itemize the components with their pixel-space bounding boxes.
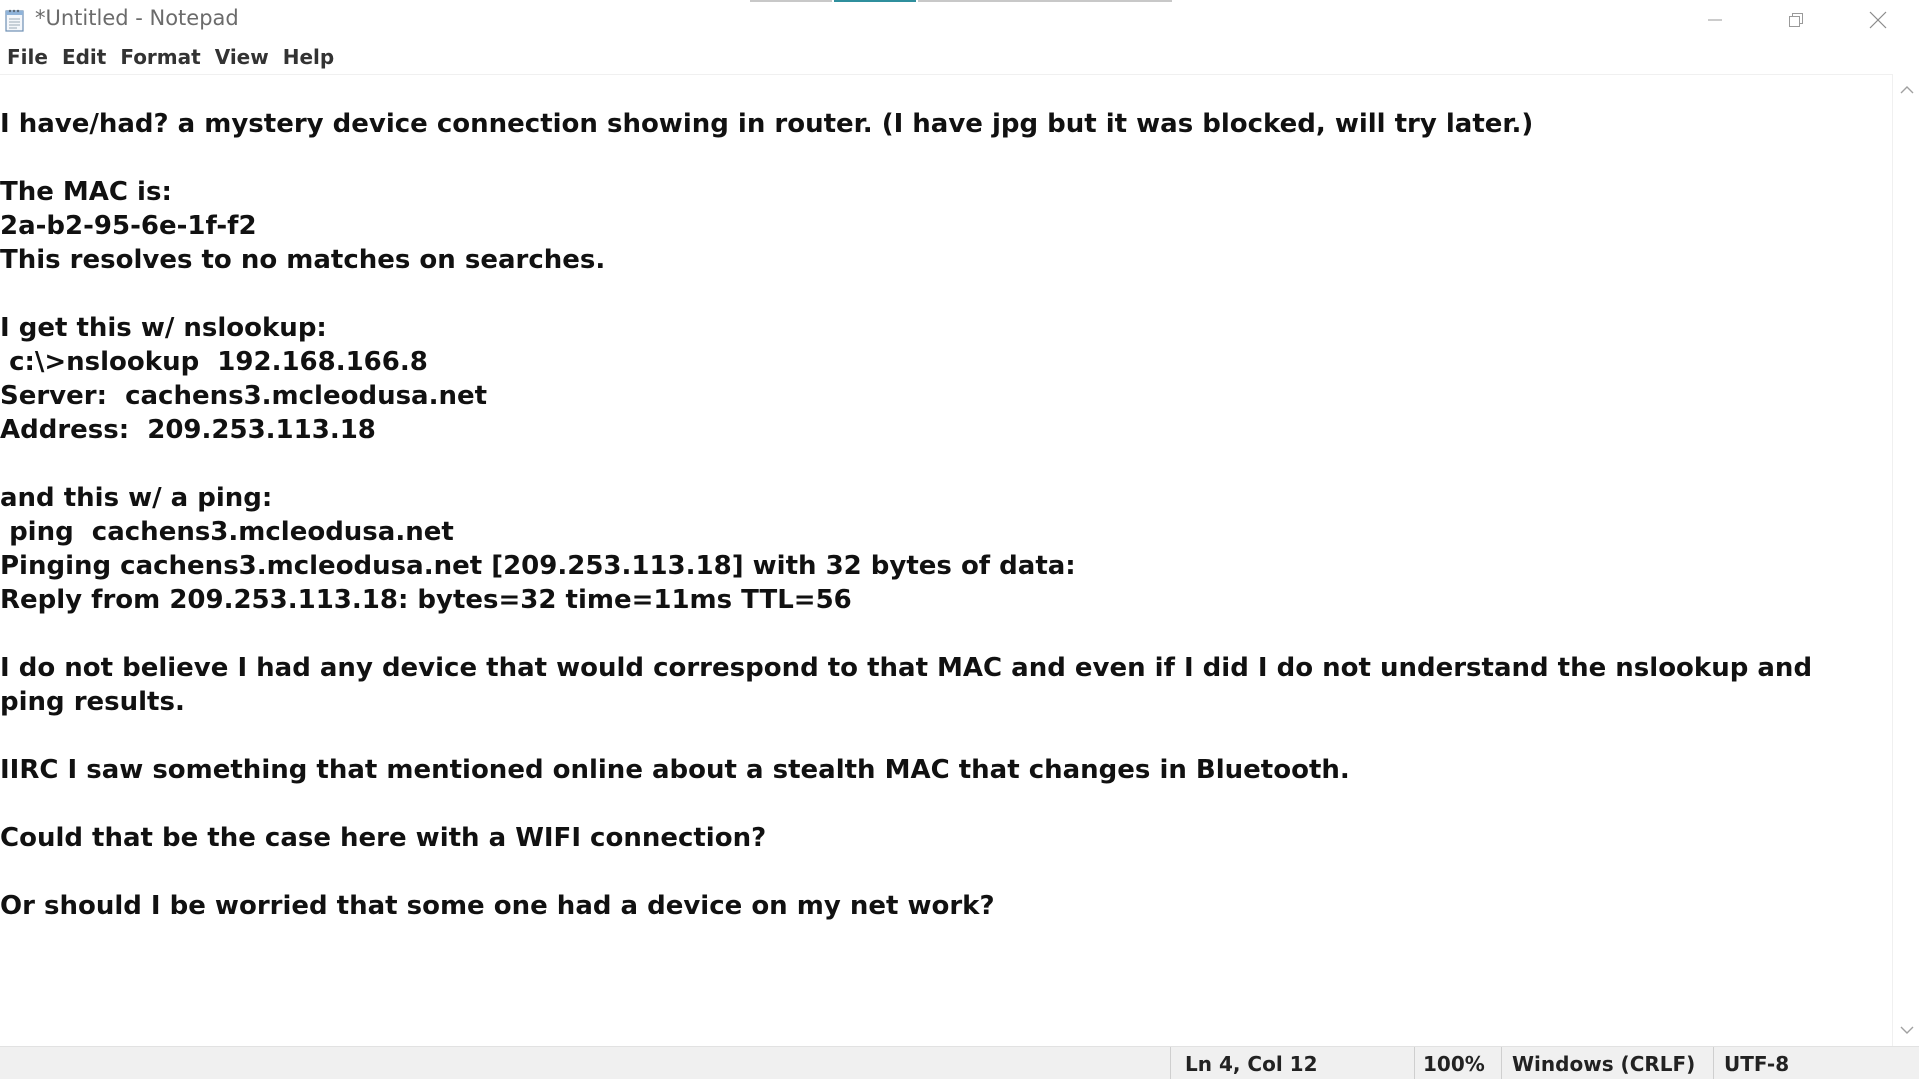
text-editor-area[interactable] <box>0 74 1892 1047</box>
status-line-ending: Windows (CRLF) <box>1501 1047 1713 1079</box>
menu-format[interactable]: Format <box>120 45 201 69</box>
minimize-icon <box>1707 12 1723 28</box>
chevron-down-icon[interactable] <box>1899 1022 1915 1038</box>
status-zoom-level: 100% <box>1414 1047 1501 1079</box>
chevron-up-icon[interactable] <box>1899 82 1915 98</box>
status-bar <box>0 1046 1919 1079</box>
editor-text[interactable]: I have/had? a mystery device connection showing in router. (I have jpg but it was blocked, will try later.) The MAC is: 2a-b2-95-6e-1f-f2 This resolves to no matches on searches. I get this w/ nslookup: c:\>nslookup 192.168.166.8 Server: cachens3.mcleodusa.net Address: 209.253.113.18 and this w/ a ping: ping cachens3.mcleodusa.net Pinging cachens3.mcleodusa.net [209.253.113.18] with 32 bytes of data: Reply from 209.253.113.18: bytes=32 time=11ms TTL=56 I do not believe I had any device that would correspond to that MAC and even if I did I do not understand the nslookup and ping results. IIRC I saw something that mentioned online about a stealth MAC that changes in Bluetooth. Could that be the case here with a WIFI connection? Or should I be worried that some one had a device on my net work? <box>0 109 1813 921</box>
taskbar-hint-right <box>918 0 1172 2</box>
menu-file[interactable]: File <box>7 45 48 69</box>
restore-button[interactable] <box>1756 0 1836 40</box>
close-icon <box>1869 11 1887 29</box>
menu-edit[interactable]: Edit <box>61 45 107 69</box>
menu-help[interactable]: Help <box>282 45 335 69</box>
taskbar-hint-active <box>834 0 916 2</box>
menu-view[interactable]: View <box>214 45 269 69</box>
restore-icon <box>1788 12 1804 28</box>
taskbar-hint-left <box>750 0 832 2</box>
close-button[interactable] <box>1838 0 1918 40</box>
title-bar[interactable] <box>0 0 1919 40</box>
status-cursor-position: Ln 4, Col 12 <box>1170 1047 1414 1079</box>
status-encoding: UTF-8 <box>1713 1047 1919 1079</box>
vertical-scrollbar[interactable] <box>1892 74 1919 1046</box>
notepad-icon <box>4 8 26 32</box>
minimize-button[interactable] <box>1675 0 1755 40</box>
window-title: *Untitled - Notepad <box>35 6 239 30</box>
menu-bar <box>0 40 1919 74</box>
